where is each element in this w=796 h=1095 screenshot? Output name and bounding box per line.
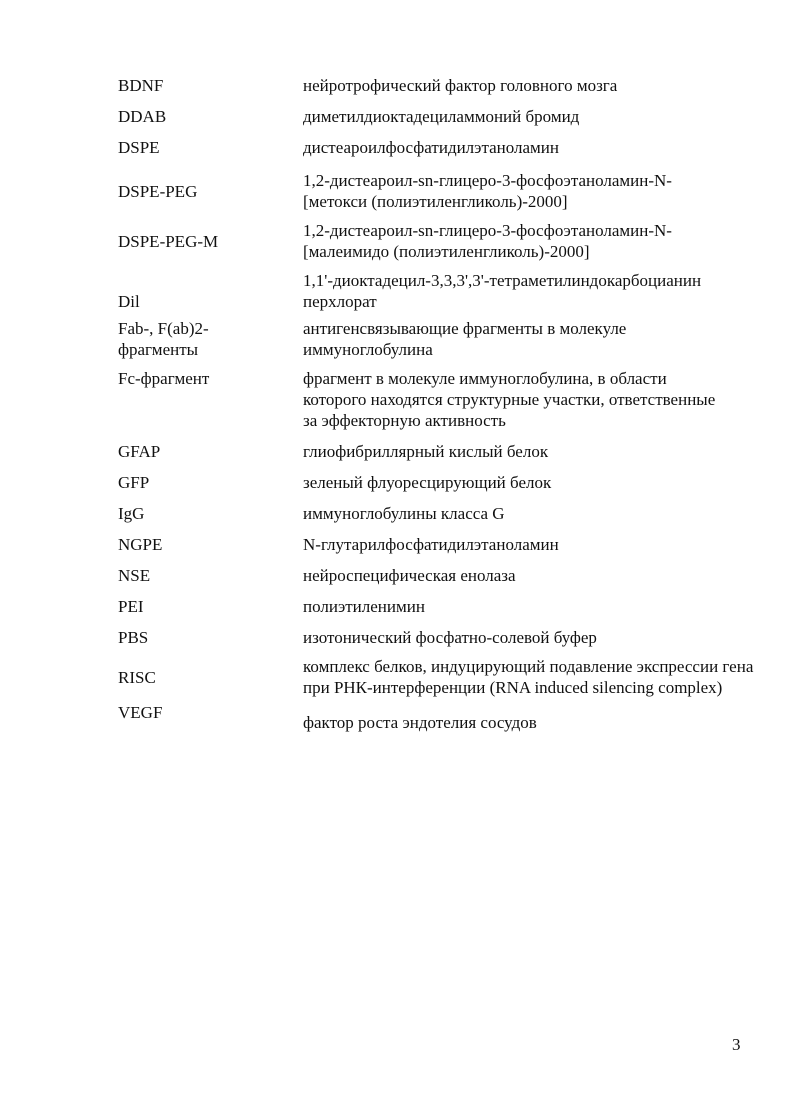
- abbreviation-definition: диметилдиоктадециламмоний бромид: [303, 107, 580, 126]
- abbreviation-term: NSE: [118, 566, 151, 585]
- abbreviation-definition: 1,2-дистеароил-sn-глицеро-3-фосфоэтаноламин-N-[метокси (полиэтиленгликоль)-2000]: [303, 171, 672, 211]
- abbreviation-term: Fc-фрагмент: [118, 369, 210, 388]
- abbreviation-term: GFP: [118, 473, 150, 492]
- abbreviation-definition: антигенсвязывающие фрагменты в молекуле иммуноглобулина: [303, 319, 627, 359]
- abbreviation-definition: нейротрофический фактор головного мозга: [303, 76, 618, 95]
- abbreviation-row: [118, 106, 768, 127]
- abbreviation-row: [118, 565, 768, 586]
- abbreviation-term: DSPE-PEG: [118, 181, 198, 201]
- abbreviation-row: [118, 534, 768, 555]
- abbreviation-row: [118, 702, 768, 733]
- abbreviation-term: GFAP: [118, 442, 161, 461]
- abbreviation-term: PEI: [118, 597, 144, 616]
- abbreviation-row: [118, 270, 768, 312]
- abbreviation-definition: фактор роста эндотелия сосудов: [303, 713, 537, 732]
- abbreviation-row: [118, 503, 768, 524]
- abbreviation-definition: фрагмент в молекуле иммуноглобулина, в области которого находятся структурные участки, ответственные за эффекторную активность: [303, 369, 716, 430]
- abbreviation-row: [118, 75, 768, 96]
- abbreviation-row: [118, 318, 768, 360]
- abbreviation-term: Dil: [118, 292, 140, 311]
- page-number: 3: [732, 1035, 741, 1054]
- abbreviation-term: DSPE: [118, 138, 160, 157]
- abbreviation-term: DDAB: [118, 107, 167, 126]
- abbreviation-definition: изотонический фосфатно-солевой буфер: [303, 628, 597, 647]
- abbreviation-row: [118, 170, 768, 212]
- abbreviation-term: RISC: [118, 667, 156, 687]
- abbreviation-row: [118, 627, 768, 648]
- abbreviation-definition: иммуноглобулины класса G: [303, 504, 505, 523]
- abbreviation-row: [118, 472, 768, 493]
- abbreviation-definition: N-глутарилфосфатидилэтаноламин: [303, 535, 559, 554]
- abbreviation-term: VEGF: [118, 703, 163, 722]
- abbreviation-definition: дистеароилфосфатидилэтаноламин: [303, 138, 560, 157]
- abbreviation-term: NGPE: [118, 535, 163, 554]
- abbreviation-row: [118, 656, 768, 698]
- abbreviation-definition: полиэтиленимин: [303, 597, 425, 616]
- abbreviation-term: PBS: [118, 628, 149, 647]
- abbreviation-row: [118, 368, 768, 431]
- abbreviation-definition: комплекс белков, индуцирующий подавление экспрессии гена при РНК-интерференции (RNA induced silencing complex): [303, 657, 754, 697]
- abbreviation-term: BDNF: [118, 76, 164, 95]
- abbreviation-row: [118, 137, 768, 158]
- abbreviation-list: [118, 75, 768, 733]
- abbreviation-definition: 1,2-дистеароил-sn-глицеро-3-фосфоэтаноламин-N-[малеимидо (полиэтиленгликоль)-2000]: [303, 221, 672, 261]
- abbreviation-definition: зеленый флуоресцирующий белок: [303, 473, 552, 492]
- abbreviation-definition: 1,1'-диоктадецил-3,3,3',3'-тетраметилиндокарбоцианин перхлорат: [303, 271, 702, 311]
- abbreviation-row: [118, 441, 768, 462]
- abbreviation-term: IgG: [118, 504, 145, 523]
- abbreviation-row: [118, 220, 768, 262]
- abbreviation-row: [118, 596, 768, 617]
- abbreviation-term: Fab-, F(ab)2-фрагменты: [118, 319, 209, 359]
- abbreviation-definition: глиофибриллярный кислый белок: [303, 442, 549, 461]
- abbreviation-term: DSPE-PEG-M: [118, 231, 219, 251]
- abbreviation-definition: нейроспецифическая енолаза: [303, 566, 516, 585]
